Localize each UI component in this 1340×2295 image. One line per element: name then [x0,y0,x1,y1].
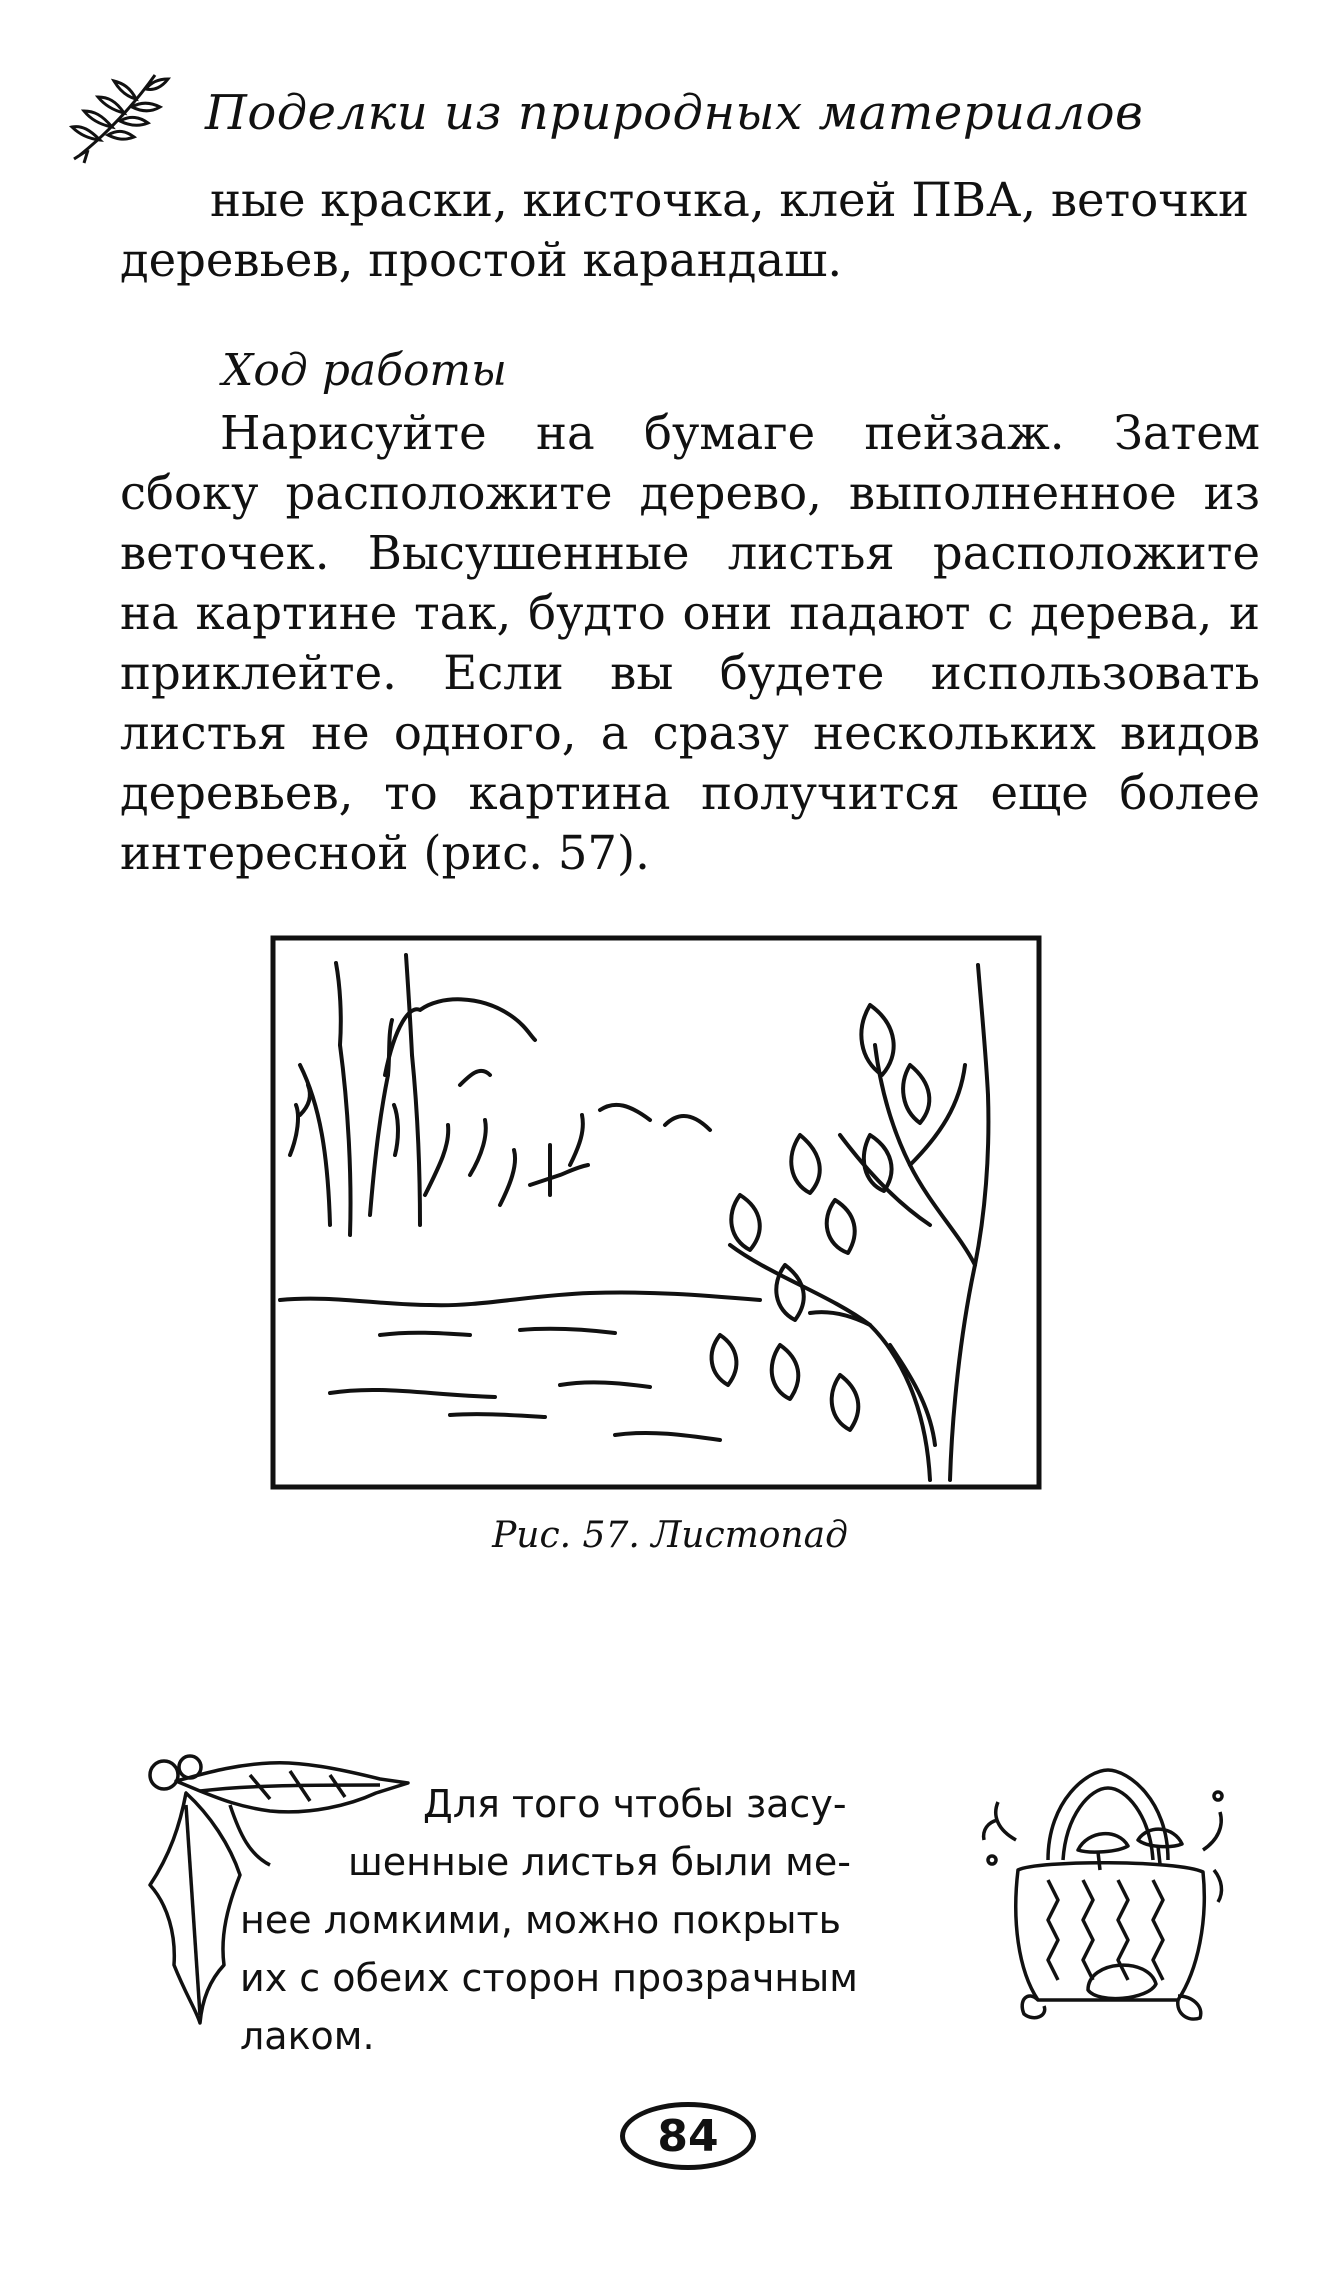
section-heading: Ход работы [222,345,507,396]
header-title: Поделки из природных материалов [205,85,1144,141]
instructions-text: Нарисуйте на бумаге пейзаж. Затем сбоку расположите дерево, выполненное из веточек. Высушенные листья расположите на картине так, будто они падают с дерева, и приклейте. Если вы будете использовать листья не одного, а сразу нескольких видов деревьев, то картина получится еще более интересной (рис. 57). [120,406,1260,880]
tip-line: Для того чтобы засу- [423,1782,847,1826]
mushroom-basket-icon [978,1760,1228,2030]
page-number: 84 [620,2102,756,2170]
tip-text [230,1775,940,2065]
figure-caption: Рис. 57. Листопад [492,1515,848,1556]
tip-line: нее ломкими, можно покрыть [240,1898,842,1942]
tip-line: шенные листья были ме- [348,1840,851,1884]
running-header [60,55,1280,165]
materials-paragraph [120,170,1260,290]
paragraph-line: деревьев, простой карандаш. [120,233,843,287]
figure-illustration [270,935,1042,1490]
autumn-landscape-drawing [270,935,1042,1490]
paragraph-line: ные краски, кисточка, клей ПВА, веточки [210,173,1250,227]
tip-line: лаком. [240,2014,375,2058]
tip-line: их с обеих сторон прозрачным [240,1956,858,2000]
plant-sprig-icon [60,55,180,165]
instructions-paragraph [120,403,1260,883]
